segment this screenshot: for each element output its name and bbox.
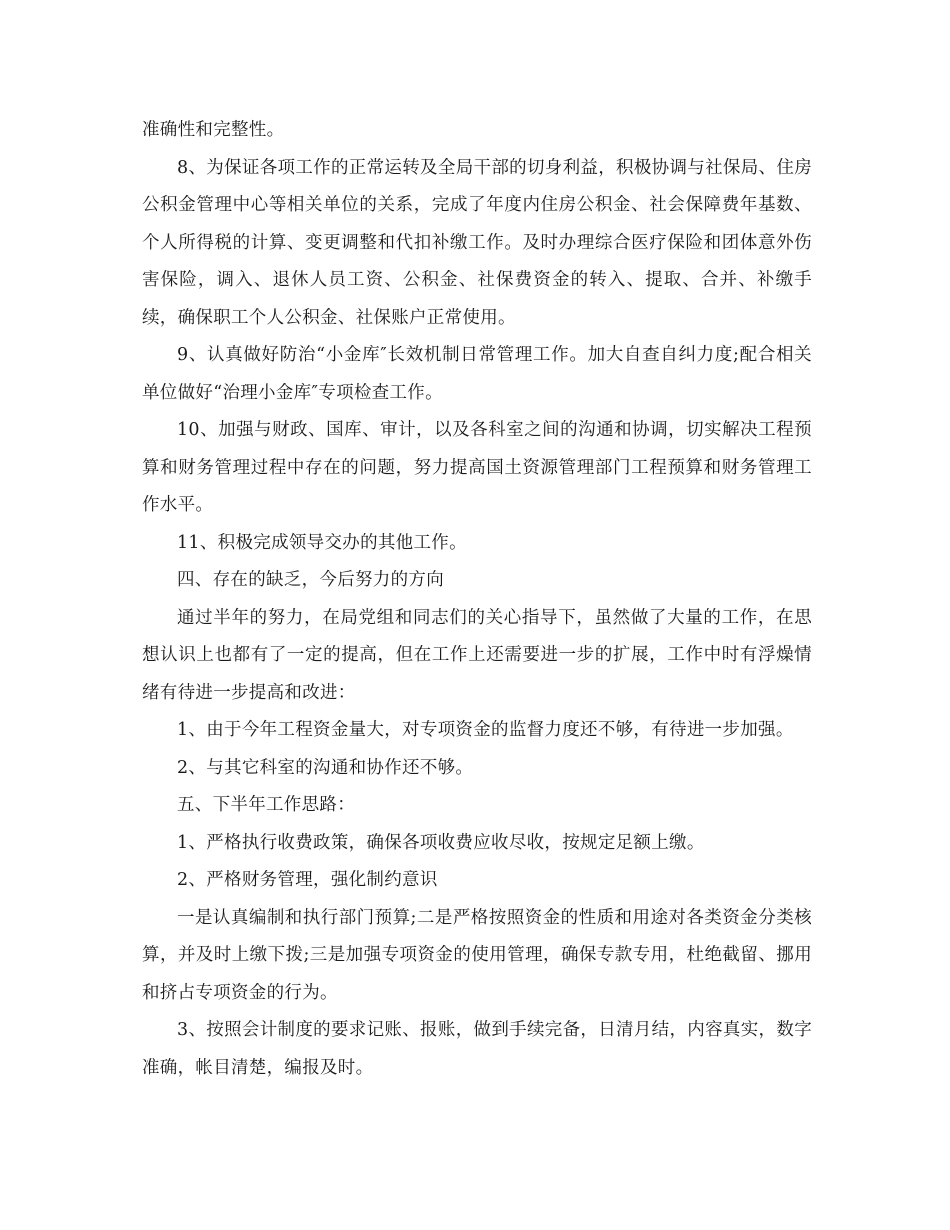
document-body: [142, 112, 812, 1087]
paragraph-continuation: 准确性和完整性。: [142, 120, 285, 140]
paragraph-summary: 通过半年的努力，在局党组和同志们的关心指导下，虽然做了大量的工作，在思想认识上也都有了一定的提高，但在工作上还需要进一步的扩展，工作中时有浮燥情绪有待进一步提高和改进：: [142, 607, 812, 703]
paragraph-shortcoming-2: 2、与其它科室的沟通和协作还不够。: [177, 757, 474, 778]
section-heading-4: 四、存在的缺乏，今后努力的方向: [177, 570, 444, 590]
paragraph-item-9: 9、认真做好防治“小金库″长效机制日常管理工作。加大自查自纠力度;配合相关单位做好“治理小金库″专项检查工作。: [142, 345, 812, 403]
paragraph-plan-2-detail: 一是认真编制和执行部门预算;二是严格按照资金的性质和用途对各类资金分类核算，并及时上缴下拨;三是加强专项资金的使用管理，确保专款专用，杜绝截留、挪用和挤占专项资金的行为。: [142, 907, 812, 1003]
paragraph-item-11: 11、积极完成领导交办的其他工作。: [177, 532, 467, 553]
paragraph-plan-3: 3、按照会计制度的要求记账、报账，做到手续完备，日清月结，内容真实，数字准确，帐目清楚，编报及时。: [142, 1020, 812, 1078]
section-heading-5: 五、下半年工作思路：: [177, 795, 355, 815]
paragraph-item-10: 10、加强与财政、国库、审计，以及各科室之间的沟通和协调，切实解决工程预算和财务管理过程中存在的问题，努力提高国土资源管理部门工程预算和财务管理工作水平。: [142, 420, 812, 515]
paragraph-item-8: 8、为保证各项工作的正常运转及全局干部的切身利益，积极协调与社保局、住房公积金管理中心等相关单位的关系，完成了年度内住房公积金、社会保障费年基数、个人所得税的计算、变更调整和代扣补缴工作。及时办理综合医疗保险和团体意外伤害保险，调入、退休人员工资、公积金、社保费资金的转入、提取、合并、补缴手续，确保职工个人公积金、社保账户正常使用。: [142, 157, 812, 328]
paragraph-shortcoming-1: 1、由于今年工程资金量大，对专项资金的监督力度还不够，有待进一步加强。: [177, 720, 794, 740]
paragraph-plan-1: 1、严格执行收费政策，确保各项收费应收尽收，按规定足额上缴。: [177, 832, 705, 853]
paragraph-plan-2: 2、严格财务管理，强化制约意识: [177, 870, 438, 890]
